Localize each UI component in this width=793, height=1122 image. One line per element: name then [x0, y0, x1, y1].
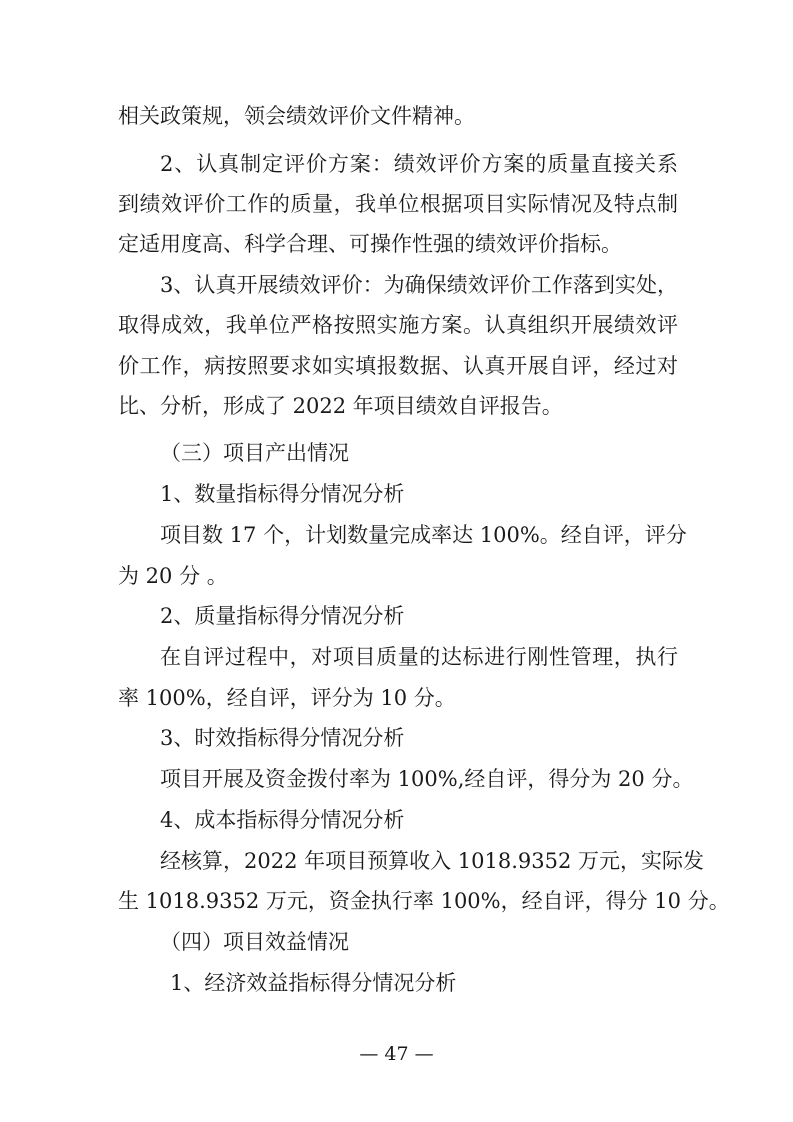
paragraph-line: 到绩效评价工作的质量，我单位根据项目实际情况及特点制	[118, 192, 678, 216]
paragraph-line: 经核算，2022 年项目预算收入 1018.9352 万元，实际发	[160, 849, 705, 873]
paragraph-line: 为 20 分 。	[118, 564, 228, 588]
subsection-heading: 4、成本指标得分情况分析	[160, 808, 405, 832]
section-heading: （四）项目效益情况	[160, 930, 349, 954]
paragraph-line: 定适用度高、科学合理、可操作性强的绩效评价指标。	[118, 232, 622, 256]
paragraph-line: 比、分析，形成了 2022 年项目绩效自评报告。	[118, 394, 563, 418]
paragraph-line: 取得成效，我单位严格按照实施方案。认真组织开展绩效评	[118, 313, 678, 337]
subsection-heading: 2、质量指标得分情况分析	[160, 604, 405, 628]
paragraph-line: 价工作，病按照要求如实填报数据、认真开展自评，经过对	[118, 354, 678, 378]
paragraph-line: 相关政策规，领会绩效评价文件精神。	[118, 104, 475, 128]
page-number: — 47 —	[359, 1043, 434, 1065]
paragraph-line: 3、认真开展绩效评价：为确保绩效评价工作落到实处，	[160, 273, 678, 297]
subsection-heading: 1、数量指标得分情况分析	[160, 482, 405, 506]
subsection-heading: 1、经济效益指标得分情况分析	[170, 971, 457, 995]
paragraph-line: 项目数 17 个，计划数量完成率达 100%。经自评，评分	[160, 523, 687, 547]
section-heading: （三）项目产出情况	[160, 441, 349, 465]
paragraph-line: 生 1018.9352 万元，资金执行率 100%，经自评，得分 10 分。	[118, 889, 730, 913]
subsection-heading: 3、时效指标得分情况分析	[160, 726, 405, 750]
paragraph-line: 率 100%，经自评，评分为 10 分。	[118, 686, 456, 710]
paragraph-line: 2、认真制定评价方案：绩效评价方案的质量直接关系	[160, 152, 678, 176]
paragraph-line: 在自评过程中，对项目质量的达标进行刚性管理，执行	[160, 645, 678, 669]
paragraph-line: 项目开展及资金拨付率为 100%,经自评，得分为 20 分。	[160, 767, 694, 791]
